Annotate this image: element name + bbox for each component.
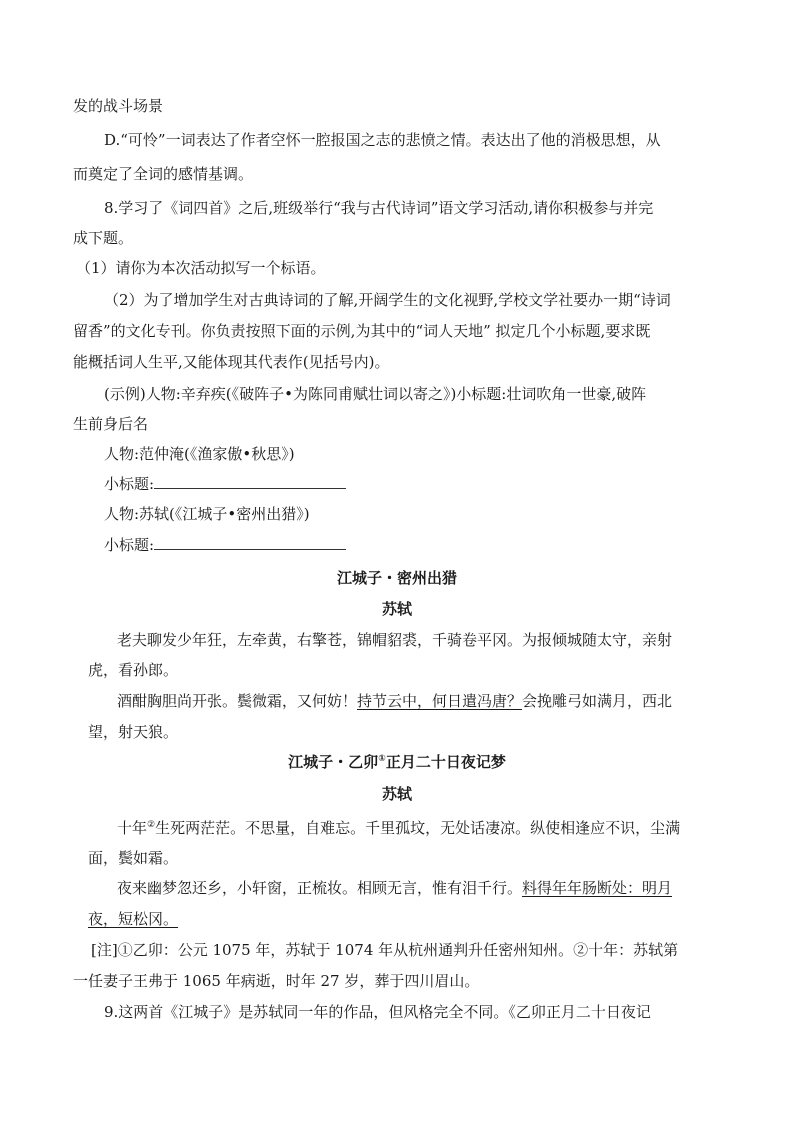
poem-text: 生死两茫茫。不思量，自难忘。千里孤坟，无处话凄凉。纵使相逢应不识，尘满 <box>155 819 681 837</box>
subtitle-answer-2 <box>104 535 346 555</box>
poem1-line <box>117 691 672 711</box>
sub-question-2: （2）为了增加学生对古典诗词的了解,开阔学生的文化视野,学校文学社要办一期“诗词 <box>104 291 671 309</box>
poem2-line: 面，鬓如霜。 <box>88 849 179 867</box>
poem2-title <box>0 752 794 772</box>
example-line: (示例)人物:辛弃疾(《破阵子•为陈同甫赋壮词以寄之》)小标题:壮词吹角一世豪,破阵 <box>104 385 647 403</box>
text-line: 生前身后名 <box>73 415 149 433</box>
subtitle-label: 小标题: <box>104 536 155 554</box>
answer-blank[interactable] <box>154 474 346 489</box>
question-9: 9.这两首《江城子》是苏轼同一年的作品，但风格完全不同。《乙卯正月二十日夜记 <box>104 1003 651 1021</box>
poem1-author: 苏轼 <box>381 600 412 618</box>
poem1-line: 望，射天狼。 <box>88 723 179 741</box>
subtitle-answer-1 <box>104 474 346 494</box>
poem1-line: 虎，看孙郎。 <box>88 661 179 679</box>
option-d: D.“可怜”一词表达了作者空怀一腔报国之志的悲愤之情。表达出了他的消极思想，从 <box>104 131 661 149</box>
poem-text: 十年 <box>117 819 148 837</box>
poem-text: 会挽雕弓如满月，西北 <box>522 692 673 710</box>
text-line: 留香”的文化专刊。你负责按照下面的示例,为其中的“词人天地” 拟定几个小标题,要求既 <box>73 322 651 340</box>
underlined-text: 料得年年肠断处：明月 <box>522 879 673 897</box>
text-line: 能概括词人生平,又能体现其代表作(见括号内)。 <box>73 353 390 371</box>
text-line: 成下题。 <box>73 229 134 247</box>
title-text: 江城子・乙卯 <box>288 753 379 771</box>
footnote-marker: ② <box>147 820 156 830</box>
poem-text: 酒酣胸胆尚开张。鬓微霜，又何妨！ <box>117 692 358 710</box>
person-su-shi: 人物:苏轼(《江城子•密州出猎》) <box>104 505 310 523</box>
poem1-line: 老夫聊发少年狂，左牵黄，右擎苍，锦帽貂裘，千骑卷平冈。为报倾城随太守，亲射 <box>117 631 673 649</box>
title-text: 正月二十日夜记梦 <box>385 753 506 771</box>
poem2-line <box>117 818 680 838</box>
poem-text: 夜来幽梦忽还乡，小轩窗，正梳妆。相顾无言，惟有泪千行。 <box>117 879 523 897</box>
question-8: 8.学习了《词四首》之后,班级举行“我与古代诗词”语文学习活动,请你积极参与并完 <box>104 199 654 217</box>
text-line: 发的战斗场景 <box>73 97 164 115</box>
text-line: 而奠定了全词的感情基调。 <box>73 165 254 183</box>
subtitle-label: 小标题: <box>104 475 155 493</box>
answer-blank[interactable] <box>154 535 346 550</box>
poem2-line <box>88 909 178 929</box>
annotation: [注]①乙卯：公元 1075 年，苏轼于 1074 年从杭州通判升任密州知州。②十年：苏轼第 <box>91 941 679 959</box>
sub-question-1: （1）请你为本次活动拟写一个标语。 <box>76 259 326 277</box>
person-fan-zhongyan: 人物:范仲淹(《渔家傲•秋思》) <box>104 445 295 463</box>
underlined-text: 持节云中，何日遣冯唐？ <box>357 692 523 710</box>
poem1-title: 江城子・密州出猎 <box>336 569 457 587</box>
underlined-text: 夜，短松冈。 <box>88 910 179 928</box>
poem2-author: 苏轼 <box>381 785 412 803</box>
footnote-marker: ① <box>378 754 386 764</box>
annotation: 一任妻子王弗于 1065 年病逝，时年 27 岁，葬于四川眉山。 <box>73 972 480 990</box>
poem2-line <box>117 878 672 898</box>
